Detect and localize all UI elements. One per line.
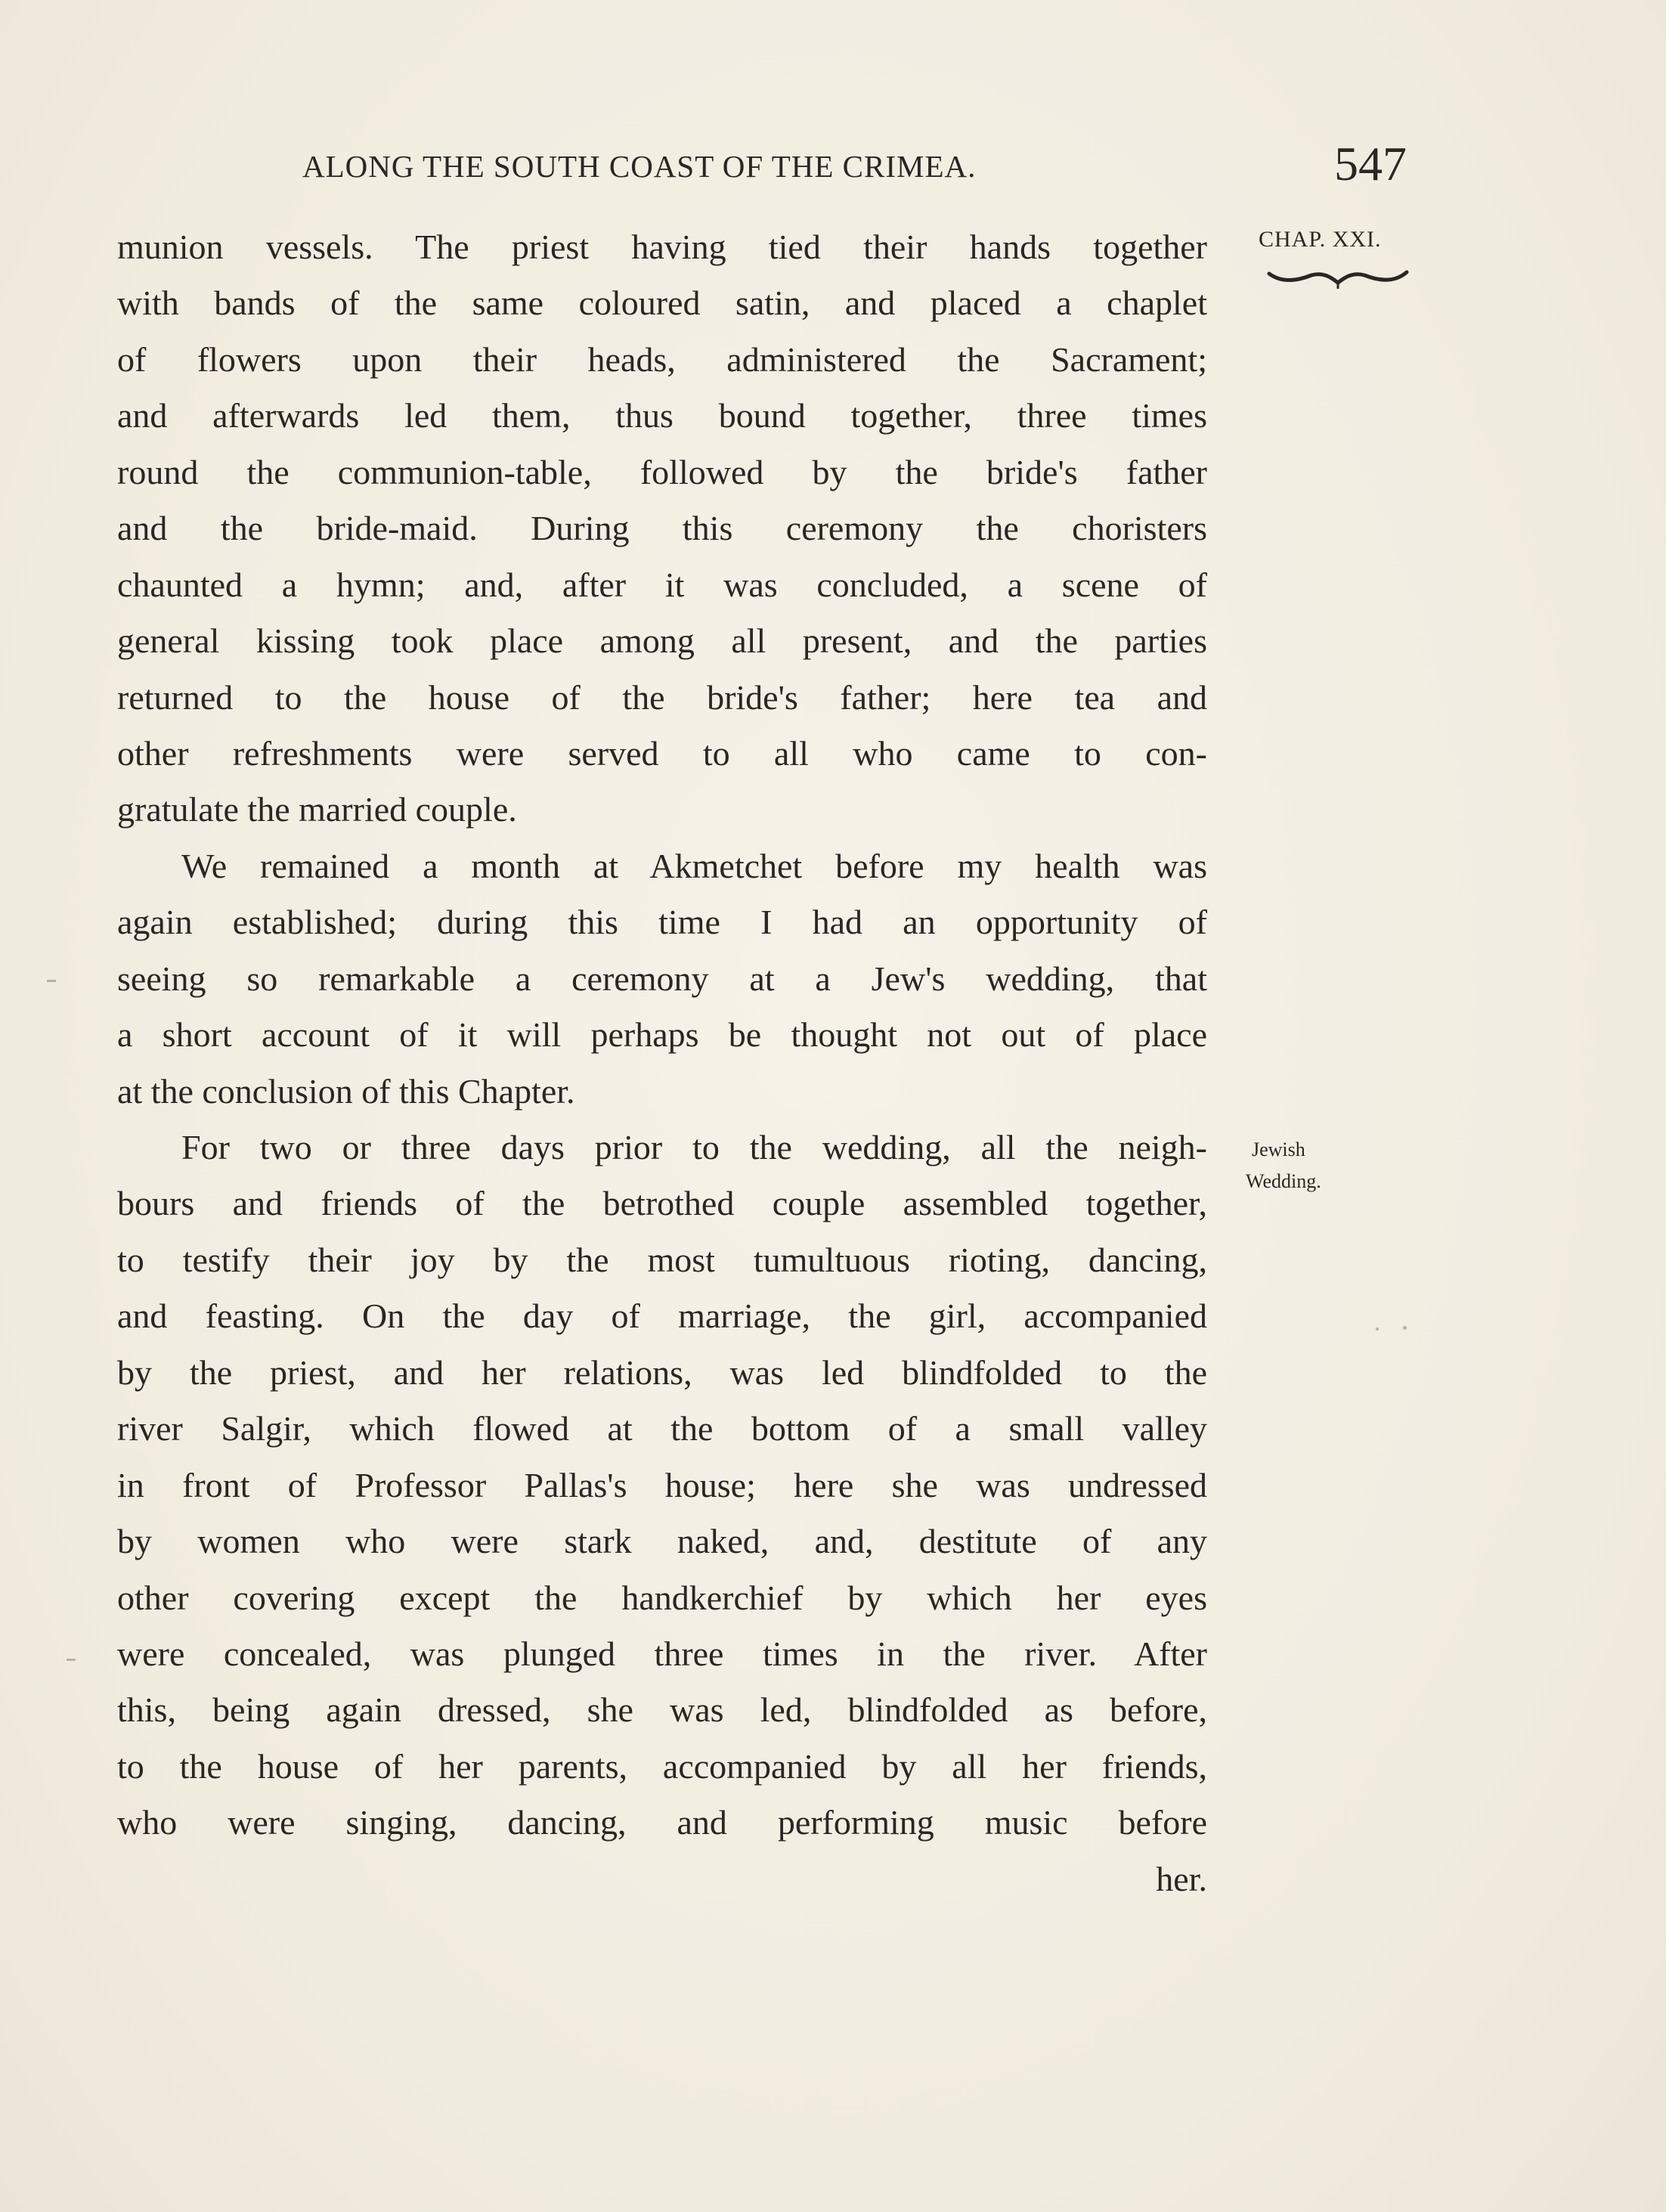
- text-line: by the priest, and her relations, was led blindfolded to the: [117, 1352, 1207, 1392]
- marginal-note-line: Wedding.: [1246, 1170, 1321, 1192]
- text-line: with bands of the same coloured satin, and placed a chaplet: [117, 283, 1207, 323]
- paper-speck: [1376, 1328, 1379, 1331]
- chapter-label: CHAP. XXI.: [1259, 227, 1382, 252]
- text-line: bours and friends of the betrothed couple assembled together,: [117, 1184, 1207, 1223]
- text-line: and feasting. On the day of marriage, the girl, accompanied: [117, 1297, 1207, 1336]
- text-line: gratulate the married couple.: [117, 790, 517, 829]
- text-line: to testify their joy by the most tumultuous rioting, dancing,: [117, 1240, 1207, 1279]
- paper-speck: [67, 1659, 76, 1661]
- text-line: of flowers upon their heads, administered the Sacrament;: [117, 339, 1207, 379]
- text-line: For two or three days prior to the wedding, all the neigh-: [181, 1128, 1207, 1166]
- text-line: a short account of it will perhaps be thought not out of place: [117, 1015, 1207, 1055]
- paper-speck: [1403, 1326, 1407, 1330]
- text-line: river Salgir, which flowed at the bottom of a small valley: [117, 1409, 1207, 1448]
- body-text: [117, 219, 1207, 1907]
- catchword: her.: [1156, 1859, 1207, 1898]
- text-line: this, being again dressed, she was led, blindfolded as before,: [117, 1690, 1207, 1730]
- running-head: ALONG THE SOUTH COAST OF THE CRIMEA.: [302, 149, 977, 184]
- text-line: by women who were stark naked, and, destitute of any: [117, 1522, 1207, 1561]
- text-line: again established; during this time I had an opportunity of: [117, 903, 1207, 942]
- text-line: were concealed, was plunged three times in the river. After: [117, 1634, 1207, 1673]
- paper-speck: [47, 980, 56, 982]
- marginal-note-line: Jewish: [1252, 1139, 1305, 1160]
- text-line: at the conclusion of this Chapter.: [117, 1071, 575, 1111]
- text-line: and afterwards led them, thus bound together, three times: [117, 396, 1207, 435]
- text-line: round the communion-table, followed by the bride's father: [117, 452, 1207, 491]
- text-line: and the bride-maid. During this ceremony the choristers: [117, 509, 1207, 548]
- marginal-note: [1246, 1134, 1321, 1197]
- text-line: We remained a month at Akmetchet before my health was: [181, 846, 1207, 885]
- text-line: returned to the house of the bride's father; here tea and: [117, 677, 1207, 717]
- text-line: to the house of her parents, accompanied by all her friends,: [117, 1746, 1207, 1786]
- text-line: other covering except the handkerchief by which her eyes: [117, 1578, 1207, 1617]
- chapter-brace-ornament: [1266, 266, 1410, 296]
- text-line: other refreshments were served to all who came to con-: [117, 733, 1207, 773]
- text-line: chaunted a hymn; and, after it was concluded, a scene of: [117, 565, 1207, 604]
- text-line: munion vessels. The priest having tied their hands together: [117, 228, 1207, 266]
- text-line: general kissing took place among all present, and the parties: [117, 621, 1207, 661]
- text-line: in front of Professor Pallas's house; here she was undressed: [117, 1465, 1207, 1504]
- page-number: 547: [1334, 137, 1407, 191]
- text-line: seeing so remarkable a ceremony at a Jew's wedding, that: [117, 959, 1207, 998]
- text-line: who were singing, dancing, and performing music before: [117, 1803, 1207, 1842]
